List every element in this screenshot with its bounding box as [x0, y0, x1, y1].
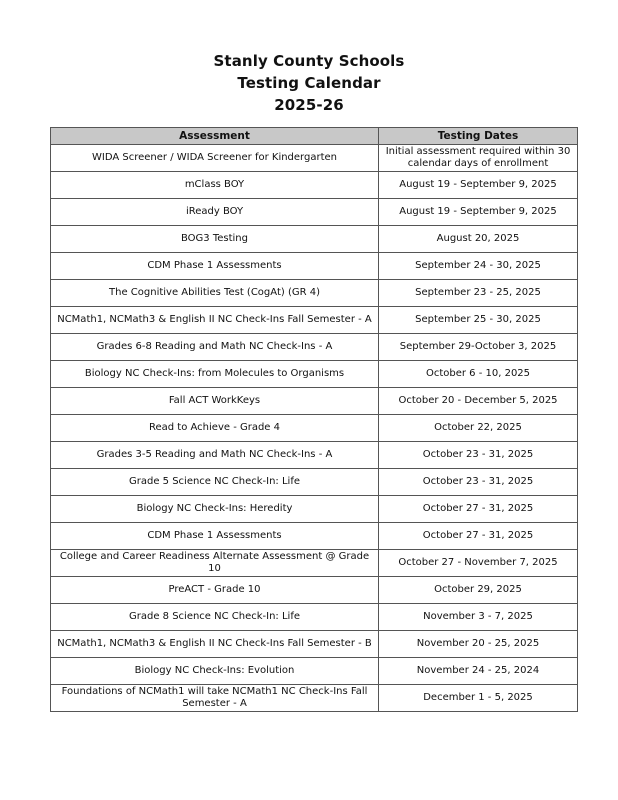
assessment-cell: Fall ACT WorkKeys [51, 388, 379, 415]
assessment-cell: Grades 3-5 Reading and Math NC Check-Ins - A [51, 442, 379, 469]
table-row [51, 631, 578, 658]
testing-dates-cell: September 24 - 30, 2025 [379, 253, 578, 280]
assessment-cell: Grades 6-8 Reading and Math NC Check-Ins - A [51, 334, 379, 361]
assessment-cell: Foundations of NCMath1 will take NCMath1 NC Check-Ins Fall Semester - A [51, 685, 379, 712]
assessment-cell: NCMath1, NCMath3 & English II NC Check-Ins Fall Semester - B [51, 631, 379, 658]
table-row [51, 145, 578, 172]
district-name: Stanly County Schools [213, 52, 405, 70]
table-row [51, 523, 578, 550]
school-year: 2025-26 [274, 96, 344, 114]
table-row [51, 496, 578, 523]
assessment-cell: iReady BOY [51, 199, 379, 226]
testing-dates-cell: November 3 - 7, 2025 [379, 604, 578, 631]
table-row [51, 685, 578, 712]
testing-dates-cell: September 29-October 3, 2025 [379, 334, 578, 361]
testing-calendar-table [50, 127, 578, 712]
assessment-cell: College and Career Readiness Alternate Assessment @ Grade 10 [51, 550, 379, 577]
table-row [51, 388, 578, 415]
document-title [0, 50, 618, 116]
assessment-cell: BOG3 Testing [51, 226, 379, 253]
table-header-row [51, 128, 578, 145]
testing-dates-cell: November 24 - 25, 2024 [379, 658, 578, 685]
assessment-cell: CDM Phase 1 Assessments [51, 253, 379, 280]
assessment-cell: Grade 5 Science NC Check-In: Life [51, 469, 379, 496]
table-row [51, 604, 578, 631]
column-header-testing-dates: Testing Dates [379, 128, 578, 145]
table-row [51, 199, 578, 226]
assessment-cell: PreACT - Grade 10 [51, 577, 379, 604]
table-row [51, 334, 578, 361]
table-row [51, 577, 578, 604]
table-body [51, 145, 578, 712]
testing-dates-cell: November 20 - 25, 2025 [379, 631, 578, 658]
table-row [51, 550, 578, 577]
testing-dates-cell: September 23 - 25, 2025 [379, 280, 578, 307]
testing-dates-cell: October 23 - 31, 2025 [379, 469, 578, 496]
assessment-cell: CDM Phase 1 Assessments [51, 523, 379, 550]
assessment-cell: Biology NC Check-Ins: Evolution [51, 658, 379, 685]
table-row [51, 280, 578, 307]
assessment-cell: WIDA Screener / WIDA Screener for Kindergarten [51, 145, 379, 172]
assessment-cell: mClass BOY [51, 172, 379, 199]
table-row [51, 253, 578, 280]
column-header-assessment: Assessment [51, 128, 379, 145]
testing-dates-cell: October 23 - 31, 2025 [379, 442, 578, 469]
table-row [51, 415, 578, 442]
testing-dates-cell: October 22, 2025 [379, 415, 578, 442]
assessment-cell: NCMath1, NCMath3 & English II NC Check-Ins Fall Semester - A [51, 307, 379, 334]
testing-dates-cell: October 27 - 31, 2025 [379, 496, 578, 523]
testing-dates-cell: Initial assessment required within 30 calendar days of enrollment [379, 145, 578, 172]
testing-dates-cell: August 19 - September 9, 2025 [379, 172, 578, 199]
assessment-cell: Biology NC Check-Ins: from Molecules to Organisms [51, 361, 379, 388]
assessment-cell: Read to Achieve - Grade 4 [51, 415, 379, 442]
testing-dates-cell: October 20 - December 5, 2025 [379, 388, 578, 415]
assessment-cell: Biology NC Check-Ins: Heredity [51, 496, 379, 523]
table-row [51, 658, 578, 685]
testing-dates-cell: December 1 - 5, 2025 [379, 685, 578, 712]
testing-dates-cell: September 25 - 30, 2025 [379, 307, 578, 334]
testing-dates-cell: October 27 - November 7, 2025 [379, 550, 578, 577]
table-row [51, 361, 578, 388]
table-row [51, 469, 578, 496]
table-row [51, 226, 578, 253]
calendar-title: Testing Calendar [237, 74, 381, 92]
table-row [51, 307, 578, 334]
testing-dates-cell: August 20, 2025 [379, 226, 578, 253]
table-row [51, 172, 578, 199]
testing-dates-cell: August 19 - September 9, 2025 [379, 199, 578, 226]
testing-dates-cell: October 29, 2025 [379, 577, 578, 604]
table-row [51, 442, 578, 469]
assessment-cell: The Cognitive Abilities Test (CogAt) (GR 4) [51, 280, 379, 307]
testing-dates-cell: October 27 - 31, 2025 [379, 523, 578, 550]
assessment-cell: Grade 8 Science NC Check-In: Life [51, 604, 379, 631]
testing-dates-cell: October 6 - 10, 2025 [379, 361, 578, 388]
